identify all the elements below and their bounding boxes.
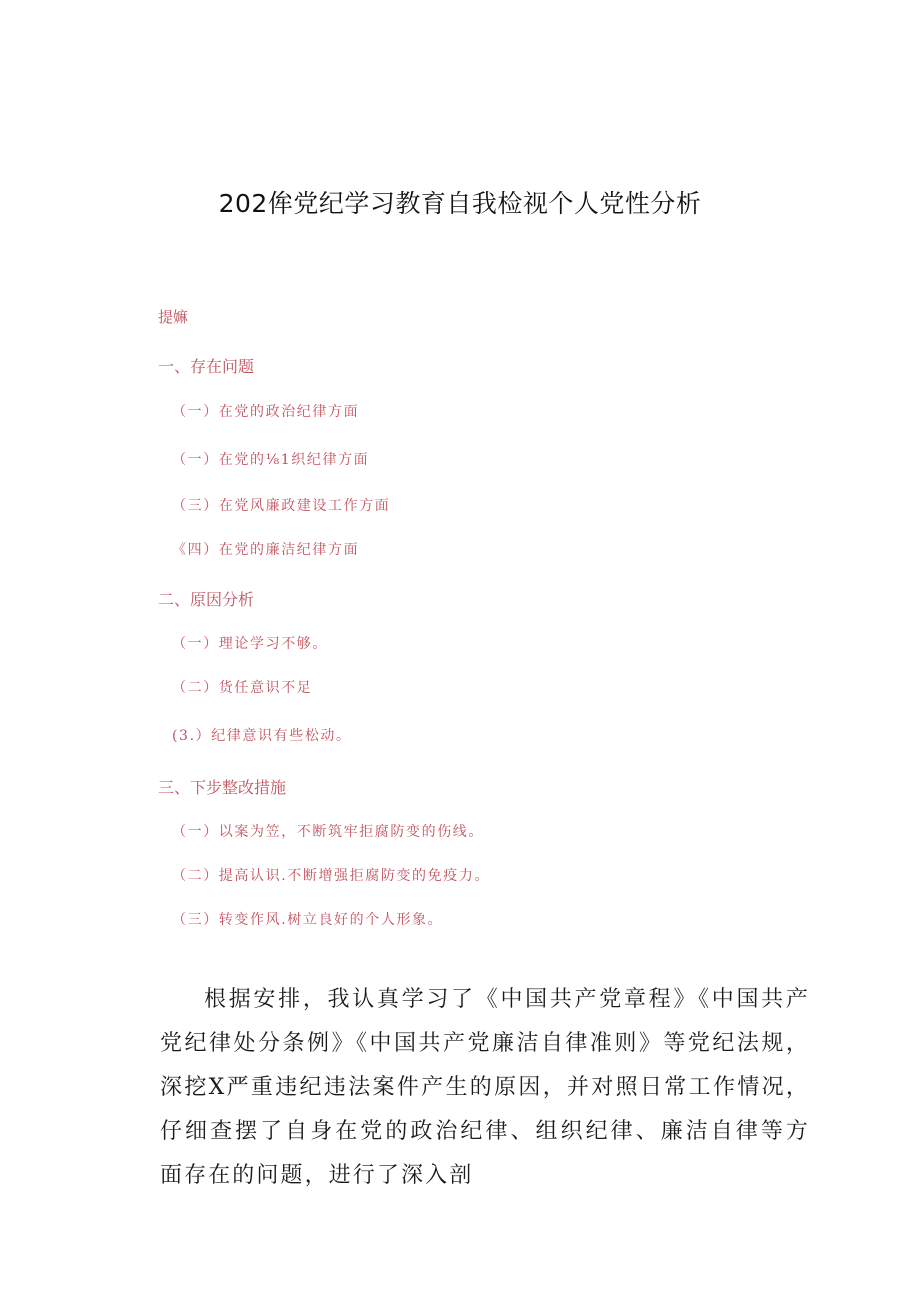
- document-title: 202侔党纪学习教育自我检视个人党性分析: [218, 189, 702, 218]
- toc-item: (3.）纪律意识有些松动。: [172, 728, 352, 744]
- toc-section-heading: 一、存在问题: [158, 357, 255, 376]
- toc-item: （一）在党的政治纪律方面: [172, 404, 360, 420]
- toc-item: （三）转变作风.树立良好的个人形象。: [172, 912, 444, 928]
- toc-header: 提嫲: [158, 308, 189, 326]
- toc-item: （一）以案为笠，不断筑牢拒腐防变的伤线。: [172, 824, 484, 840]
- toc-item: 《四）在党的廉洁纪律方面: [172, 542, 360, 558]
- body-paragraph: 根据安排，我认真学习了《中国共产党章程》《中国共产党纪律处分条例》《中国共产党廉洁自律准则》等党纪法规，深挖X严重违纪违法案件产生的原因，并对照日常工作情况，仔细查摆了自身在党的政治纪律、组织纪律、廉洁自律等方面存在的问题，进行了深入剖: [160, 987, 810, 1188]
- toc-section-heading: 三、下步整改措施: [158, 778, 287, 797]
- toc-item: （一）在党的⅛1织纪律方面: [172, 452, 370, 468]
- toc-item: （二）提高认识.不断增强拒腐防变的免疫力。: [172, 868, 491, 884]
- toc-item: （二）货任意识不足: [172, 680, 313, 696]
- toc-section-heading: 二、原因分析: [158, 590, 255, 609]
- toc-item: （一）理论学习不够。: [172, 636, 328, 652]
- toc-item: （三）在党风廉政建设工作方面: [172, 498, 391, 514]
